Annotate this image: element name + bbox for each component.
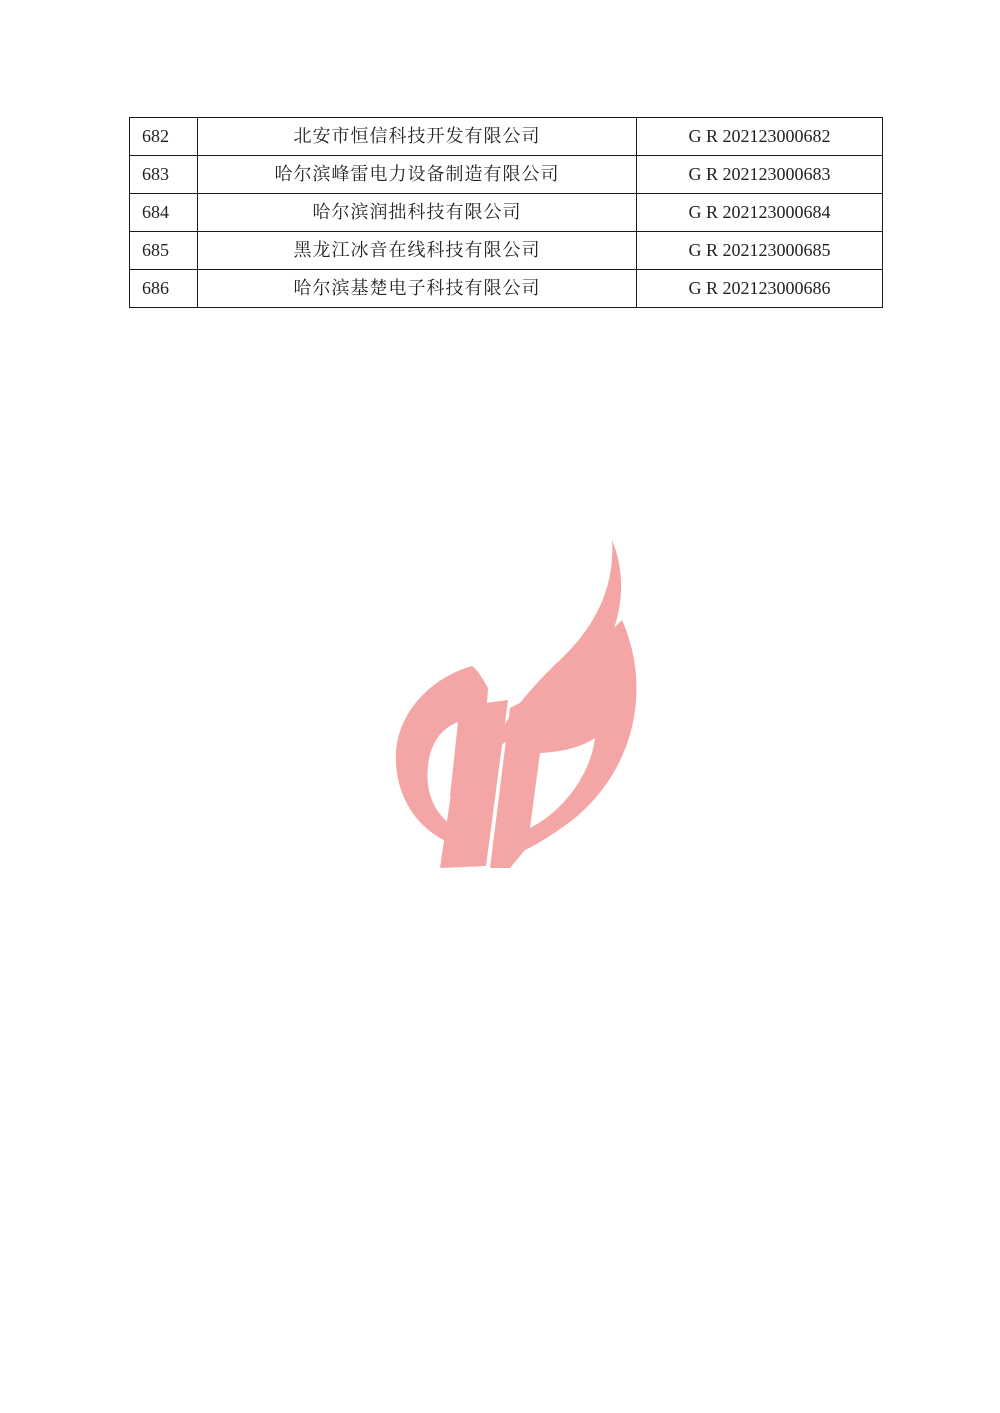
certificate-code: G R 202123000685	[637, 232, 883, 270]
table-row	[130, 232, 883, 270]
company-name: 北安市恒信科技开发有限公司	[198, 118, 637, 156]
row-number: 682	[130, 118, 198, 156]
certificate-code: G R 202123000682	[637, 118, 883, 156]
table-row	[130, 118, 883, 156]
table-row	[130, 156, 883, 194]
table-row	[130, 270, 883, 308]
certificate-code: G R 202123000686	[637, 270, 883, 308]
row-number: 686	[130, 270, 198, 308]
row-number: 685	[130, 232, 198, 270]
row-number: 683	[130, 156, 198, 194]
ctp-logo-icon	[390, 538, 650, 870]
company-name: 哈尔滨基楚电子科技有限公司	[198, 270, 637, 308]
company-name: 黑龙江冰音在线科技有限公司	[198, 232, 637, 270]
row-number: 684	[130, 194, 198, 232]
company-name: 哈尔滨峰雷电力设备制造有限公司	[198, 156, 637, 194]
company-list-table	[129, 117, 883, 308]
certificate-code: G R 202123000683	[637, 156, 883, 194]
company-name: 哈尔滨润拙科技有限公司	[198, 194, 637, 232]
table-row	[130, 194, 883, 232]
certificate-code: G R 202123000684	[637, 194, 883, 232]
